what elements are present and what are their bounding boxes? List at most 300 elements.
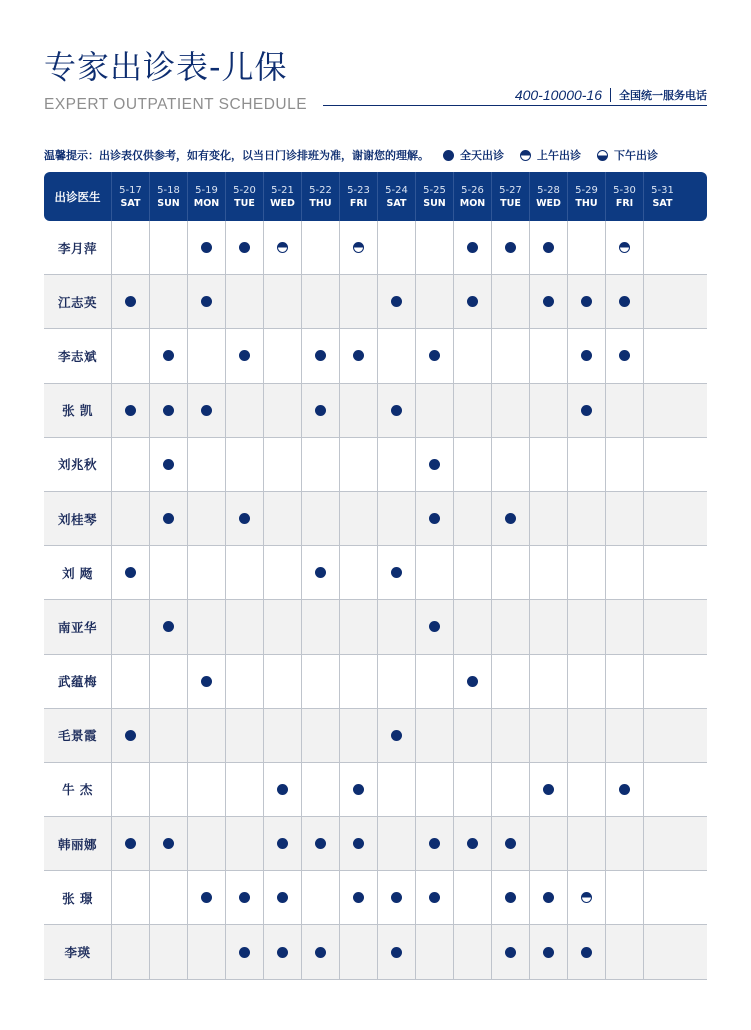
full-day-dot-icon [619,784,630,795]
page-subtitle: EXPERT OUTPATIENT SCHEDULE [44,96,308,113]
schedule-cell [339,384,377,437]
table-row [44,817,707,871]
schedule-cell [339,925,377,978]
legend-item-am [520,147,581,163]
doctor-name: 张 凯 [62,403,93,419]
table-row [44,438,707,492]
doctor-name: 刘 飏 [62,565,93,581]
schedule-cell [605,655,643,708]
full-day-dot-icon [163,350,174,361]
full-day-dot-icon [277,947,288,958]
schedule-cell [453,871,491,924]
schedule-cell [605,871,643,924]
schedule-cell [605,492,643,545]
full-day-dot-icon [201,405,212,416]
day-date: 5-27 [499,184,522,196]
schedule-cell [187,763,225,816]
doctor-name: 韩丽娜 [57,836,97,852]
table-row [44,655,707,709]
schedule-cell [377,221,415,274]
full-day-dot-icon [239,892,250,903]
schedule-cell [149,275,187,328]
full-day-dot-icon [125,296,136,307]
schedule-cell [301,275,339,328]
schedule-cell [339,546,377,599]
full-day-dot-icon [315,405,326,416]
day-weekday: SAT [386,197,407,209]
schedule-cell [605,221,643,274]
full-day-dot-icon [429,350,440,361]
table-row [44,709,707,763]
schedule-cell [643,763,681,816]
full-day-dot-icon [353,838,364,849]
full-day-dot-icon [391,405,402,416]
full-day-dot-icon [201,892,212,903]
full-day-dot-icon [443,150,454,161]
schedule-cell [567,275,605,328]
schedule-cell [187,492,225,545]
schedule-cell [111,763,149,816]
day-weekday: SAT [652,197,673,209]
schedule-cell [263,600,301,653]
schedule-cell [529,221,567,274]
full-day-dot-icon [163,621,174,632]
full-day-dot-icon [505,242,516,253]
doctor-name: 牛 杰 [62,782,93,798]
schedule-cell [529,655,567,708]
day-weekday: FRI [349,197,368,209]
day-date: 5-30 [613,184,636,196]
day-column-header [263,172,301,221]
schedule-cell [187,709,225,762]
full-day-dot-icon [277,838,288,849]
schedule-cell [301,709,339,762]
table-row [44,221,707,275]
schedule-cell [263,925,301,978]
schedule-cell [225,438,263,491]
schedule-cell [643,655,681,708]
doctor-name: 江志英 [57,294,97,310]
schedule-cell [453,763,491,816]
schedule-cell [529,709,567,762]
schedule-cell [415,492,453,545]
table-row [44,546,707,600]
schedule-cell [377,763,415,816]
schedule-cell [491,655,529,708]
schedule-cell [529,925,567,978]
schedule-cell [149,600,187,653]
full-day-dot-icon [125,730,136,741]
schedule-cell [263,438,301,491]
day-date: 5-17 [119,184,142,196]
schedule-cell [225,817,263,870]
schedule-cell [491,709,529,762]
schedule-cell [225,492,263,545]
doctor-name: 李志斌 [57,348,97,364]
table-row [44,492,707,546]
hotline-label: 全国统一服务电话 [619,89,707,102]
table-row [44,871,707,925]
schedule-cell [605,709,643,762]
schedule-cell [415,546,453,599]
schedule-cell [187,655,225,708]
schedule-cell [567,492,605,545]
schedule-cell [491,275,529,328]
legend-label-full: 全天出诊 [460,149,504,162]
full-day-dot-icon [201,676,212,687]
full-day-dot-icon [581,947,592,958]
schedule-cell [453,925,491,978]
schedule-cell [301,817,339,870]
full-day-dot-icon [505,513,516,524]
schedule-cell [605,546,643,599]
schedule-cell [301,546,339,599]
schedule-cell [263,546,301,599]
schedule-cell [491,925,529,978]
full-day-dot-icon [391,567,402,578]
schedule-cell [263,655,301,708]
schedule-cell [187,546,225,599]
table-row [44,275,707,329]
schedule-cell [529,492,567,545]
schedule-cell [491,329,529,382]
full-day-dot-icon [391,730,402,741]
schedule-cell [567,221,605,274]
day-column-header [187,172,225,221]
schedule-cell [415,600,453,653]
schedule-cell [149,763,187,816]
schedule-cell [187,275,225,328]
day-date: 5-25 [423,184,446,196]
full-day-dot-icon [163,513,174,524]
schedule-cell [643,492,681,545]
day-column-header [643,172,681,221]
doctor-name: 南亚华 [57,619,97,635]
morning-dot-icon [277,242,288,253]
schedule-cell [187,925,225,978]
schedule-cell [225,546,263,599]
full-day-dot-icon [505,947,516,958]
day-column-header [301,172,339,221]
table-row [44,384,707,438]
schedule-cell [453,709,491,762]
full-day-dot-icon [277,892,288,903]
full-day-dot-icon [543,242,554,253]
schedule-cell [301,600,339,653]
notice-text: 温馨提示：出诊表仅供参考，如有变化，以当日门诊排班为准，谢谢您的理解。 [44,149,429,162]
day-date: 5-26 [461,184,484,196]
schedule-cell [111,600,149,653]
schedule-cell [301,871,339,924]
schedule-cell [643,438,681,491]
schedule-cell [263,817,301,870]
day-column-header [339,172,377,221]
schedule-cell [225,925,263,978]
day-column-header [225,172,263,221]
schedule-cell [111,221,149,274]
full-day-dot-icon [429,513,440,524]
schedule-cell [567,817,605,870]
schedule-cell [605,600,643,653]
schedule-cell [491,438,529,491]
schedule-cell [605,275,643,328]
schedule-cell [415,438,453,491]
schedule-cell [187,221,225,274]
day-date: 5-20 [233,184,256,196]
schedule-cell [301,438,339,491]
schedule-cell [415,275,453,328]
schedule-table [44,172,707,980]
schedule-cell [643,329,681,382]
full-day-dot-icon [429,892,440,903]
schedule-cell [339,655,377,708]
day-date: 5-22 [309,184,332,196]
day-weekday: WED [536,197,561,209]
full-day-dot-icon [619,350,630,361]
day-column-header [415,172,453,221]
morning-dot-icon [581,892,592,903]
schedule-cell [605,763,643,816]
schedule-cell [453,492,491,545]
schedule-cell [263,221,301,274]
schedule-cell [643,709,681,762]
table-body [44,221,707,980]
schedule-cell [225,600,263,653]
full-day-dot-icon [429,459,440,470]
schedule-cell [149,709,187,762]
schedule-cell [529,817,567,870]
full-day-dot-icon [391,892,402,903]
schedule-cell [643,275,681,328]
schedule-cell [111,384,149,437]
schedule-cell [301,763,339,816]
schedule-cell [377,817,415,870]
schedule-cell [567,709,605,762]
schedule-cell [377,709,415,762]
page-title: 专家出诊表-儿保 [44,48,288,86]
full-day-dot-icon [315,947,326,958]
morning-dot-icon [619,242,630,253]
schedule-cell [225,384,263,437]
schedule-cell [225,871,263,924]
day-weekday: FRI [615,197,634,209]
schedule-cell [111,925,149,978]
day-column-header [149,172,187,221]
schedule-cell [225,763,263,816]
hotline-number[interactable]: 400-10000-16 [514,87,602,103]
schedule-cell [643,817,681,870]
schedule-cell [187,438,225,491]
full-day-dot-icon [353,784,364,795]
schedule-cell [111,871,149,924]
schedule-cell [301,492,339,545]
schedule-cell [301,329,339,382]
schedule-cell [453,275,491,328]
schedule-cell [453,546,491,599]
full-day-dot-icon [163,405,174,416]
schedule-cell [529,384,567,437]
schedule-cell [529,871,567,924]
schedule-cell [453,655,491,708]
doctor-name: 毛景霞 [57,728,97,744]
schedule-cell [377,655,415,708]
day-column-header [529,172,567,221]
schedule-cell [263,384,301,437]
morning-dot-icon [520,150,531,161]
full-day-dot-icon [125,838,136,849]
schedule-cell [301,925,339,978]
schedule-cell [377,329,415,382]
schedule-cell [149,546,187,599]
schedule-cell [415,817,453,870]
schedule-cell [567,546,605,599]
schedule-cell [415,655,453,708]
full-day-dot-icon [505,892,516,903]
full-day-dot-icon [315,350,326,361]
day-date: 5-28 [537,184,560,196]
schedule-cell [605,384,643,437]
schedule-cell [339,763,377,816]
day-weekday: THU [309,197,332,209]
table-header [44,172,707,221]
doctor-name: 武蕴梅 [57,674,97,690]
schedule-cell [339,275,377,328]
full-day-dot-icon [201,242,212,253]
schedule-cell [491,817,529,870]
schedule-cell [567,871,605,924]
schedule-cell [225,329,263,382]
schedule-cell [643,384,681,437]
full-day-dot-icon [505,838,516,849]
day-date: 5-24 [385,184,408,196]
day-weekday: SUN [423,197,446,209]
full-day-dot-icon [315,838,326,849]
schedule-cell [643,925,681,978]
schedule-cell [567,384,605,437]
schedule-cell [187,384,225,437]
full-day-dot-icon [467,838,478,849]
schedule-cell [567,655,605,708]
schedule-cell [339,817,377,870]
full-day-dot-icon [543,784,554,795]
schedule-cell [491,600,529,653]
full-day-dot-icon [239,513,250,524]
schedule-cell [339,329,377,382]
full-day-dot-icon [163,459,174,470]
full-day-dot-icon [467,676,478,687]
notice-bar [44,147,707,163]
doctor-name: 刘桂琴 [57,511,97,527]
full-day-dot-icon [353,892,364,903]
full-day-dot-icon [581,296,592,307]
schedule-cell [339,600,377,653]
schedule-cell [377,925,415,978]
schedule-cell [529,329,567,382]
schedule-cell [605,329,643,382]
legend-item-pm [597,147,658,163]
full-day-dot-icon [125,405,136,416]
schedule-cell [263,492,301,545]
schedule-cell [187,329,225,382]
schedule-cell [491,871,529,924]
table-row [44,329,707,383]
day-column-header [111,172,149,221]
schedule-cell [149,329,187,382]
afternoon-dot-icon [597,150,608,161]
full-day-dot-icon [581,350,592,361]
full-day-dot-icon [125,567,136,578]
day-date: 5-23 [347,184,370,196]
schedule-cell [377,275,415,328]
day-column-header [453,172,491,221]
schedule-cell [567,329,605,382]
legend [443,147,658,163]
day-weekday: THU [575,197,598,209]
schedule-cell [301,655,339,708]
schedule-cell [149,438,187,491]
full-day-dot-icon [239,350,250,361]
schedule-cell [225,221,263,274]
schedule-cell [453,221,491,274]
day-column-header [377,172,415,221]
doctor-name: 张 璟 [62,890,93,906]
schedule-cell [111,329,149,382]
full-day-dot-icon [543,296,554,307]
schedule-cell [149,655,187,708]
schedule-cell [301,384,339,437]
schedule-cell [529,546,567,599]
schedule-cell [643,546,681,599]
schedule-cell [111,492,149,545]
schedule-cell [149,221,187,274]
schedule-cell [643,871,681,924]
full-day-dot-icon [353,350,364,361]
schedule-cell [339,221,377,274]
table-row [44,763,707,817]
full-day-dot-icon [391,947,402,958]
schedule-cell [149,925,187,978]
day-weekday: MON [459,197,486,209]
schedule-cell [149,492,187,545]
schedule-cell [149,384,187,437]
schedule-cell [529,275,567,328]
full-day-dot-icon [467,242,478,253]
schedule-cell [111,817,149,870]
schedule-cell [377,871,415,924]
schedule-cell [263,329,301,382]
schedule-cell [377,546,415,599]
schedule-cell [111,546,149,599]
schedule-cell [567,763,605,816]
schedule-cell [605,817,643,870]
full-day-dot-icon [239,947,250,958]
full-day-dot-icon [543,947,554,958]
schedule-cell [263,763,301,816]
schedule-cell [567,600,605,653]
schedule-cell [225,275,263,328]
schedule-cell [453,329,491,382]
day-date: 5-29 [575,184,598,196]
schedule-cell [263,871,301,924]
schedule-cell [643,600,681,653]
legend-label-pm: 下午出诊 [614,149,658,162]
doctor-name: 刘兆秋 [57,457,97,473]
full-day-dot-icon [429,621,440,632]
schedule-cell [187,600,225,653]
schedule-cell [187,871,225,924]
schedule-cell [377,438,415,491]
doctor-name: 李瑛 [64,945,91,961]
